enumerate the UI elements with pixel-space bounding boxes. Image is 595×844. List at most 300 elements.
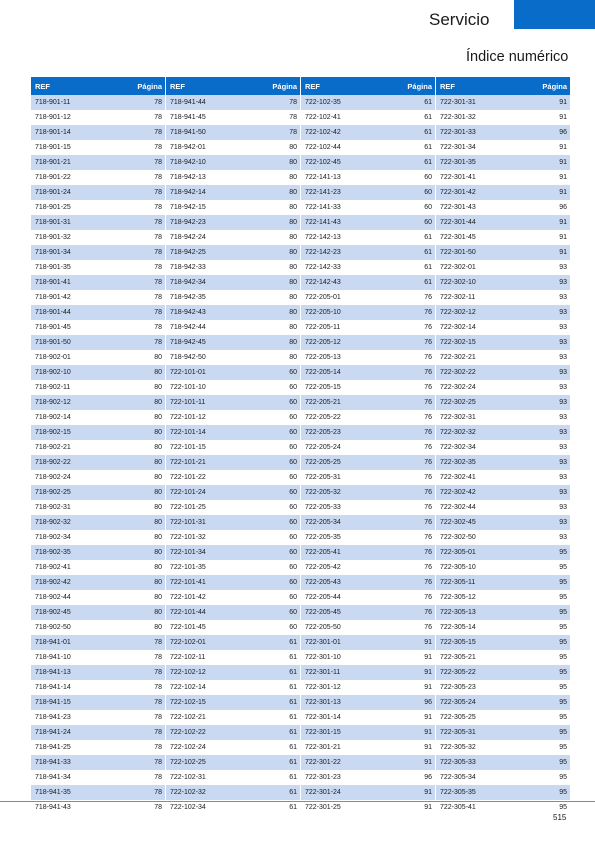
- page-ref: 93: [559, 309, 567, 316]
- page-ref: 91: [559, 219, 567, 226]
- page-ref: 95: [559, 714, 567, 721]
- ref-code: 718-942-35: [170, 294, 206, 301]
- page-ref: 91: [559, 189, 567, 196]
- table-row: [436, 500, 570, 515]
- table-row: [301, 350, 435, 365]
- page-ref: 76: [424, 324, 432, 331]
- page-ref: 80: [154, 579, 162, 586]
- table-row: [31, 245, 165, 260]
- page-ref: 60: [424, 204, 432, 211]
- ref-code: 718-902-11: [35, 384, 71, 391]
- ref-code: 722-302-25: [440, 399, 476, 406]
- table-row: [301, 515, 435, 530]
- page-ref: 80: [154, 369, 162, 376]
- table-row: [166, 155, 300, 170]
- table-row: [301, 260, 435, 275]
- page-ref: 80: [154, 489, 162, 496]
- ref-code: 722-301-42: [440, 189, 476, 196]
- table-row: [301, 410, 435, 425]
- ref-code: 722-302-35: [440, 459, 476, 466]
- index-table: [31, 77, 570, 815]
- ref-code: 718-902-21: [35, 444, 71, 451]
- table-row: [31, 335, 165, 350]
- table-row: [436, 620, 570, 635]
- table-row: [436, 245, 570, 260]
- page-ref: 60: [289, 444, 297, 451]
- table-row: [436, 440, 570, 455]
- page-ref: 60: [289, 369, 297, 376]
- page-ref: 60: [289, 534, 297, 541]
- column-rows: [31, 95, 165, 815]
- table-row: [436, 110, 570, 125]
- table-row: [436, 605, 570, 620]
- column-rows: [436, 95, 570, 815]
- ref-code: 722-305-22: [440, 669, 476, 676]
- table-row: [31, 140, 165, 155]
- page-ref: 76: [424, 519, 432, 526]
- ref-code: 718-902-10: [35, 369, 71, 376]
- ref-code: 722-301-14: [305, 714, 341, 721]
- table-row: [31, 320, 165, 335]
- footer-divider: [0, 801, 595, 802]
- ref-code: 718-901-25: [35, 204, 71, 211]
- ref-code: 722-301-45: [440, 234, 476, 241]
- ref-code: 722-301-13: [305, 699, 341, 706]
- ref-code: 722-301-50: [440, 249, 476, 256]
- table-row: [301, 140, 435, 155]
- table-row: [166, 680, 300, 695]
- page-ref: 78: [154, 309, 162, 316]
- page-ref: 78: [154, 759, 162, 766]
- page-ref: 78: [289, 114, 297, 121]
- ref-code: 718-901-24: [35, 189, 71, 196]
- table-row: [31, 485, 165, 500]
- ref-code: 718-901-22: [35, 174, 71, 181]
- ref-code: 722-205-24: [305, 444, 341, 451]
- table-row: [436, 290, 570, 305]
- page-subtitle: Índice numérico: [466, 49, 569, 65]
- table-row: [166, 185, 300, 200]
- ref-code: 718-941-23: [35, 714, 71, 721]
- page-ref: 95: [559, 624, 567, 631]
- page-ref: 76: [424, 414, 432, 421]
- page-ref: 91: [424, 639, 432, 646]
- ref-code: 722-305-14: [440, 624, 476, 631]
- table-row: [166, 665, 300, 680]
- table-row: [301, 440, 435, 455]
- ref-code: 718-901-15: [35, 144, 71, 151]
- table-row: [436, 530, 570, 545]
- table-row: [31, 365, 165, 380]
- table-row: [436, 200, 570, 215]
- table-row: [166, 335, 300, 350]
- table-row: [301, 215, 435, 230]
- page-ref: 95: [559, 609, 567, 616]
- ref-code: 722-305-32: [440, 744, 476, 751]
- table-row: [31, 590, 165, 605]
- page-ref: 76: [424, 309, 432, 316]
- page-ref: 60: [289, 549, 297, 556]
- table-row: [31, 635, 165, 650]
- table-row: [166, 770, 300, 785]
- page-ref: 95: [559, 774, 567, 781]
- table-row: [166, 515, 300, 530]
- ref-code: 722-302-11: [440, 294, 476, 301]
- ref-code: 722-101-25: [170, 504, 206, 511]
- page-ref: 95: [559, 594, 567, 601]
- ref-code: 722-305-23: [440, 684, 476, 691]
- page-ref: 95: [559, 639, 567, 646]
- ref-code: 722-102-14: [170, 684, 206, 691]
- ref-code: 722-102-24: [170, 744, 206, 751]
- ref-code: 718-901-41: [35, 279, 71, 286]
- page-ref: 61: [289, 789, 297, 796]
- page-ref: 96: [424, 699, 432, 706]
- page-ref: 91: [424, 684, 432, 691]
- page-ref: 76: [424, 459, 432, 466]
- page-ref: 80: [289, 249, 297, 256]
- ref-code: 722-101-01: [170, 369, 206, 376]
- page-ref: 61: [289, 744, 297, 751]
- table-row: [436, 470, 570, 485]
- ref-code: 722-301-21: [305, 744, 341, 751]
- table-row: [436, 230, 570, 245]
- page-ref: 61: [424, 249, 432, 256]
- table-row: [166, 575, 300, 590]
- page-ref: 93: [559, 414, 567, 421]
- ref-code: 722-302-10: [440, 279, 476, 286]
- table-row: [166, 545, 300, 560]
- ref-code: 722-101-32: [170, 534, 206, 541]
- page-ref: 91: [559, 174, 567, 181]
- table-row: [166, 395, 300, 410]
- ref-code: 722-101-10: [170, 384, 206, 391]
- table-row: [31, 425, 165, 440]
- table-row: [31, 500, 165, 515]
- ref-code: 722-302-44: [440, 504, 476, 511]
- table-row: [301, 155, 435, 170]
- ref-code: 722-205-21: [305, 399, 341, 406]
- page-ref: 91: [424, 654, 432, 661]
- page-ref: 80: [289, 279, 297, 286]
- page-ref: 80: [154, 534, 162, 541]
- page-ref: 61: [289, 759, 297, 766]
- ref-code: 722-301-25: [305, 804, 341, 811]
- page-ref: 93: [559, 324, 567, 331]
- ref-code: 718-902-25: [35, 489, 71, 496]
- table-row: [301, 680, 435, 695]
- ref-code: 722-205-31: [305, 474, 341, 481]
- table-row: [436, 365, 570, 380]
- page-ref: 93: [559, 444, 567, 451]
- column-header: [301, 77, 435, 95]
- ref-code: 722-102-22: [170, 729, 206, 736]
- ref-code: 722-205-34: [305, 519, 341, 526]
- ref-code: 722-102-42: [305, 129, 341, 136]
- table-row: [436, 785, 570, 800]
- page-ref: 80: [154, 429, 162, 436]
- ref-code: 718-941-44: [170, 99, 206, 106]
- page-ref: 93: [559, 294, 567, 301]
- ref-code: 722-301-11: [305, 669, 341, 676]
- ref-code: 722-205-12: [305, 339, 341, 346]
- table-row: [31, 575, 165, 590]
- page-ref: 76: [424, 399, 432, 406]
- table-row: [31, 260, 165, 275]
- table-row: [301, 395, 435, 410]
- table-row: [31, 215, 165, 230]
- page-ref: 91: [424, 789, 432, 796]
- ref-code: 718-902-14: [35, 414, 71, 421]
- page-ref: 61: [289, 804, 297, 811]
- page-ref: 76: [424, 369, 432, 376]
- table-row: [166, 260, 300, 275]
- page-ref: 76: [424, 594, 432, 601]
- ref-code: 722-205-11: [305, 324, 341, 331]
- page-ref: 76: [424, 504, 432, 511]
- table-row: [31, 770, 165, 785]
- table-row: [436, 95, 570, 110]
- page-ref: 61: [424, 264, 432, 271]
- page-ref: 61: [424, 144, 432, 151]
- page-ref: 78: [289, 99, 297, 106]
- page-ref: 91: [424, 744, 432, 751]
- page-ref: 76: [424, 444, 432, 451]
- ref-header: REF: [440, 81, 455, 91]
- table-row: [31, 800, 165, 815]
- ref-code: 722-301-24: [305, 789, 341, 796]
- page-ref: 80: [289, 309, 297, 316]
- page-ref: 80: [154, 564, 162, 571]
- ref-code: 722-301-22: [305, 759, 341, 766]
- table-row: [301, 530, 435, 545]
- table-row: [436, 320, 570, 335]
- table-row: [436, 275, 570, 290]
- ref-code: 722-302-50: [440, 534, 476, 541]
- page-ref: 80: [154, 384, 162, 391]
- table-row: [31, 785, 165, 800]
- table-row: [301, 725, 435, 740]
- page-ref: 91: [424, 804, 432, 811]
- page-ref: 76: [424, 609, 432, 616]
- page-ref: 80: [154, 594, 162, 601]
- page-ref: 80: [289, 189, 297, 196]
- ref-code: 718-941-25: [35, 744, 71, 751]
- table-row: [301, 665, 435, 680]
- ref-code: 718-941-15: [35, 699, 71, 706]
- page-ref: 78: [154, 639, 162, 646]
- ref-code: 722-301-12: [305, 684, 341, 691]
- page-ref: 76: [424, 384, 432, 391]
- table-row: [301, 305, 435, 320]
- table-row: [301, 770, 435, 785]
- page-ref: 76: [424, 339, 432, 346]
- table-row: [166, 305, 300, 320]
- ref-code: 722-102-32: [170, 789, 206, 796]
- ref-code: 718-941-35: [35, 789, 71, 796]
- ref-code: 722-205-35: [305, 534, 341, 541]
- page-ref: 60: [289, 429, 297, 436]
- page-ref: 60: [289, 609, 297, 616]
- ref-code: 722-101-35: [170, 564, 206, 571]
- ref-code: 718-902-35: [35, 549, 71, 556]
- page-ref: 80: [289, 204, 297, 211]
- page-ref: 78: [154, 294, 162, 301]
- ref-code: 722-302-24: [440, 384, 476, 391]
- page-ref: 60: [289, 489, 297, 496]
- page-ref: 60: [289, 519, 297, 526]
- page-ref: 93: [559, 339, 567, 346]
- ref-code: 718-942-44: [170, 324, 206, 331]
- column-header: [31, 77, 165, 95]
- table-row: [31, 560, 165, 575]
- page-ref: 76: [424, 534, 432, 541]
- page-ref: 78: [154, 789, 162, 796]
- ref-code: 718-942-15: [170, 204, 206, 211]
- table-row: [436, 770, 570, 785]
- ref-code: 722-205-25: [305, 459, 341, 466]
- page-ref: 80: [289, 219, 297, 226]
- ref-code: 722-305-25: [440, 714, 476, 721]
- ref-code: 718-942-01: [170, 144, 206, 151]
- ref-code: 722-142-23: [305, 249, 341, 256]
- table-row: [301, 800, 435, 815]
- ref-code: 722-142-13: [305, 234, 341, 241]
- table-row: [166, 635, 300, 650]
- ref-code: 722-301-33: [440, 129, 476, 136]
- table-row: [301, 95, 435, 110]
- table-row: [301, 560, 435, 575]
- ref-code: 722-302-34: [440, 444, 476, 451]
- table-row: [166, 95, 300, 110]
- ref-code: 722-301-34: [440, 144, 476, 151]
- table-row: [436, 215, 570, 230]
- table-row: [301, 485, 435, 500]
- table-row: [166, 140, 300, 155]
- page-ref: 61: [424, 159, 432, 166]
- table-row: [166, 170, 300, 185]
- page-ref: 78: [154, 714, 162, 721]
- table-row: [436, 260, 570, 275]
- table-row: [166, 740, 300, 755]
- ref-code: 718-942-23: [170, 219, 206, 226]
- page-ref: 61: [289, 654, 297, 661]
- table-row: [31, 155, 165, 170]
- table-row: [301, 590, 435, 605]
- page-ref: 91: [559, 114, 567, 121]
- page-ref: 76: [424, 549, 432, 556]
- page-ref: 60: [289, 399, 297, 406]
- ref-code: 722-302-42: [440, 489, 476, 496]
- table-row: [166, 590, 300, 605]
- page-ref: 80: [154, 399, 162, 406]
- table-row: [436, 455, 570, 470]
- ref-code: 718-942-43: [170, 309, 206, 316]
- table-row: [31, 515, 165, 530]
- table-row: [31, 305, 165, 320]
- table-row: [301, 605, 435, 620]
- page-ref: 76: [424, 429, 432, 436]
- page-ref: 61: [289, 774, 297, 781]
- table-row: [436, 740, 570, 755]
- ref-code: 722-101-31: [170, 519, 206, 526]
- ref-code: 718-901-11: [35, 99, 71, 106]
- table-row: [436, 485, 570, 500]
- ref-code: 718-901-34: [35, 249, 71, 256]
- page-ref: 60: [289, 624, 297, 631]
- page-ref: 76: [424, 354, 432, 361]
- table-row: [301, 455, 435, 470]
- ref-code: 718-902-12: [35, 399, 71, 406]
- ref-code: 718-942-33: [170, 264, 206, 271]
- table-row: [31, 470, 165, 485]
- ref-code: 718-902-44: [35, 594, 71, 601]
- ref-code: 722-301-10: [305, 654, 341, 661]
- ref-code: 718-942-25: [170, 249, 206, 256]
- page-ref: 61: [289, 699, 297, 706]
- table-row: [31, 545, 165, 560]
- page-ref: 60: [289, 384, 297, 391]
- page-ref: 80: [154, 459, 162, 466]
- ref-code: 718-901-32: [35, 234, 71, 241]
- ref-code: 722-301-23: [305, 774, 341, 781]
- ref-code: 718-942-45: [170, 339, 206, 346]
- table-row: [31, 125, 165, 140]
- ref-code: 722-301-44: [440, 219, 476, 226]
- table-row: [166, 620, 300, 635]
- ref-code: 722-102-25: [170, 759, 206, 766]
- ref-code: 718-901-21: [35, 159, 71, 166]
- page-ref: 76: [424, 624, 432, 631]
- page-ref: 78: [154, 99, 162, 106]
- page-ref: 95: [559, 549, 567, 556]
- page-ref: 61: [424, 279, 432, 286]
- ref-code: 718-941-10: [35, 654, 71, 661]
- ref-code: 722-101-41: [170, 579, 206, 586]
- ref-code: 722-305-31: [440, 729, 476, 736]
- table-row: [436, 710, 570, 725]
- page-ref: 61: [289, 729, 297, 736]
- ref-code: 718-941-50: [170, 129, 206, 136]
- table-row: [31, 740, 165, 755]
- ref-code: 718-901-31: [35, 219, 71, 226]
- column-header: [166, 77, 300, 95]
- ref-code: 718-942-24: [170, 234, 206, 241]
- page-ref: 91: [424, 714, 432, 721]
- page-ref: 78: [154, 339, 162, 346]
- ref-code: 718-902-31: [35, 504, 71, 511]
- ref-code: 722-205-44: [305, 594, 341, 601]
- table-row: [166, 410, 300, 425]
- page-ref: 95: [559, 669, 567, 676]
- ref-code: 718-941-24: [35, 729, 71, 736]
- ref-code: 718-902-24: [35, 474, 71, 481]
- page-ref: 78: [154, 684, 162, 691]
- page-ref: 95: [559, 564, 567, 571]
- ref-code: 722-101-15: [170, 444, 206, 451]
- page-ref: 93: [559, 354, 567, 361]
- page-ref: 91: [559, 99, 567, 106]
- page-ref: 78: [154, 744, 162, 751]
- table-row: [31, 455, 165, 470]
- ref-code: 718-902-15: [35, 429, 71, 436]
- table-row: [301, 380, 435, 395]
- ref-code: 722-205-22: [305, 414, 341, 421]
- table-row: [166, 470, 300, 485]
- table-row: [166, 350, 300, 365]
- ref-header: REF: [35, 81, 50, 91]
- page-ref: 78: [154, 129, 162, 136]
